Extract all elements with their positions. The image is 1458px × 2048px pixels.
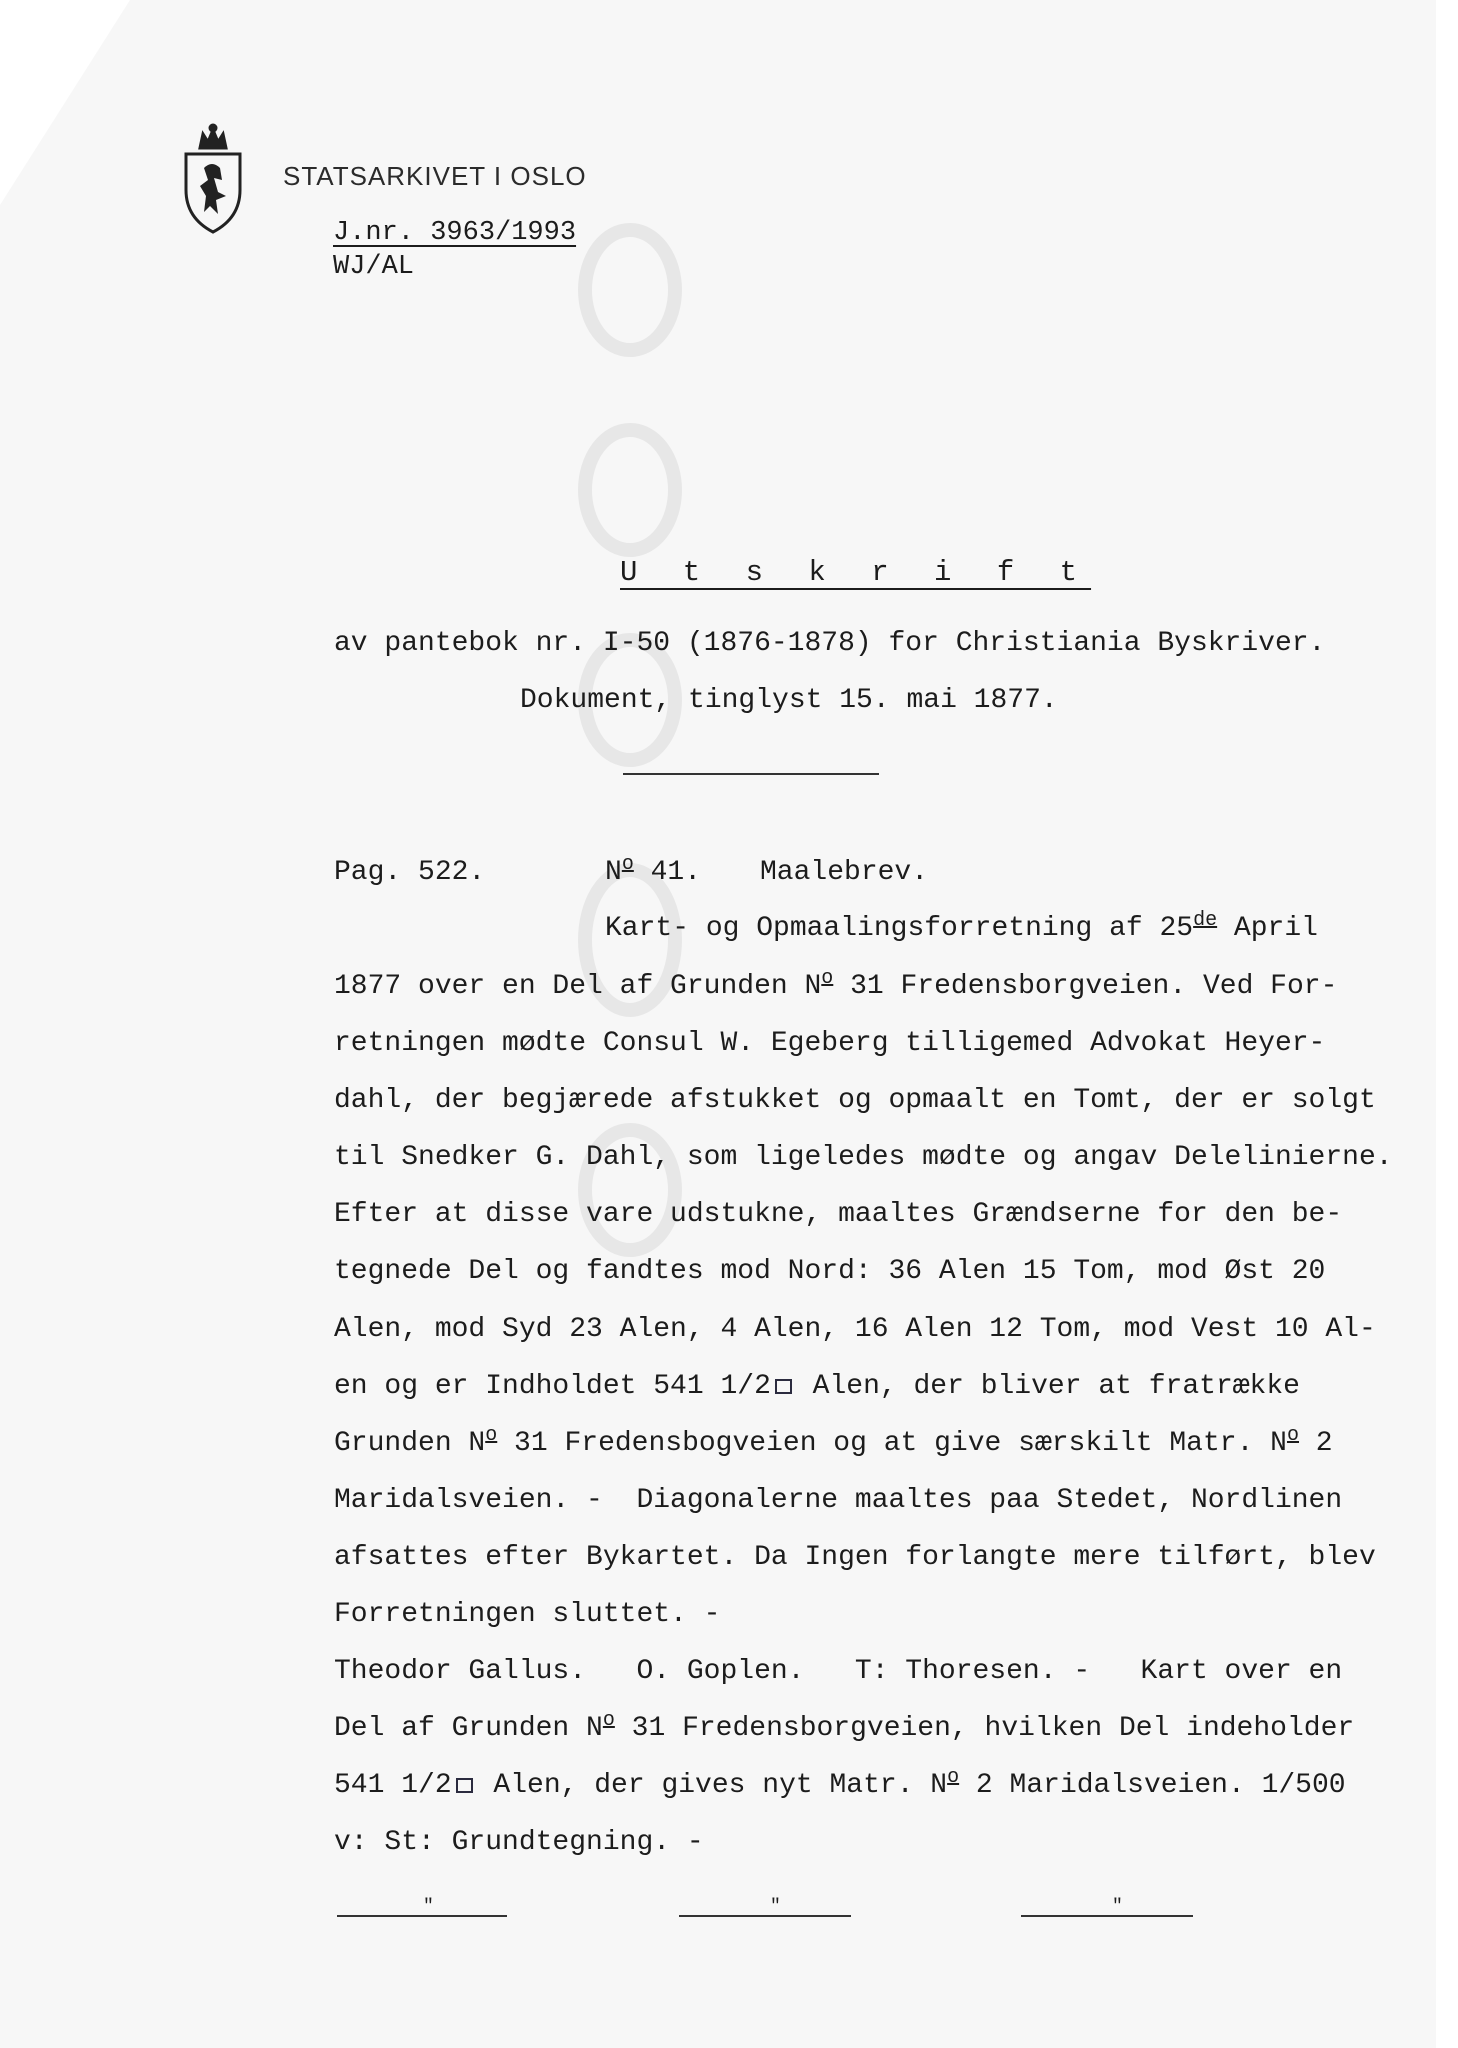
body-line-10c: 2 (1299, 1428, 1333, 1459)
body-line-1-sup: de (1193, 909, 1218, 932)
body-line-16-sup: o (947, 1766, 960, 1789)
entry-page: Pag. 522. (334, 857, 486, 888)
body-line-2-sup: o (821, 967, 834, 990)
body-line-2 (334, 967, 1338, 1004)
coat-of-arms-icon (178, 120, 248, 235)
body-line-16b: Alen, der gives nyt Matr. N (476, 1770, 948, 1801)
body-line-9a: en og er Indholdet 541 1/2 (334, 1371, 771, 1402)
journal-number: J.nr. 3963/1993 (333, 218, 577, 248)
body-line-1a: Kart- og Opmaalingsforretning af 25 (605, 913, 1194, 944)
subtitle-registration: Dokument, tinglyst 15. mai 1877. (520, 685, 1058, 716)
document-title: U t s k r i f t (620, 556, 1092, 589)
body-line-2a: 1877 over en Del af Grunden N (334, 971, 822, 1002)
institution-name: STATSARKIVET I OSLO (283, 161, 587, 191)
ditto-mark-right: " (1112, 1897, 1123, 1917)
body-line-9 (334, 1370, 1300, 1404)
ditto-mark-center: " (770, 1897, 781, 1917)
entry-number-value: 41. (633, 857, 702, 888)
entry-number-prefix: N (605, 857, 622, 888)
body-line-16 (334, 1766, 1346, 1803)
square-unit-icon (456, 1778, 473, 1793)
body-line-1 (605, 909, 1318, 946)
body-line-15a: Del af Grunden N (334, 1713, 603, 1744)
body-line-11: Maridalsveien. - Diagonalerne maaltes paa Stedet, Nordlinen (334, 1485, 1343, 1516)
body-line-9b: Alen, der bliver at fratrække (795, 1371, 1300, 1402)
subtitle-source: av pantebok nr. I-50 (1876-1878) for Christiania Byskriver. (334, 628, 1326, 659)
body-line-12: afsattes efter Bykartet. Da Ingen forlangte mere tilført, blev (334, 1542, 1376, 1573)
body-line-16a: 541 1/2 (334, 1770, 452, 1801)
body-line-14: Theodor Gallus. O. Goplen. T: Thoresen. - Kart over en (334, 1656, 1343, 1687)
ditto-mark-left: " (423, 1897, 434, 1917)
body-line-10b: 31 Fredensbogveien og at give særskilt Matr. N (497, 1428, 1287, 1459)
body-line-10 (334, 1424, 1333, 1461)
footer-rule-right (1021, 1915, 1193, 1917)
body-line-1b: April (1217, 913, 1318, 944)
body-line-17: v: St: Grundtegning. - (334, 1827, 704, 1858)
body-line-5: til Snedker G. Dahl, som ligeledes mødte og angav Delelinierne. (334, 1142, 1393, 1173)
body-line-10-sup2: o (1286, 1424, 1299, 1447)
footer-rule-left (337, 1915, 507, 1917)
square-unit-icon (775, 1379, 792, 1394)
entry-number (605, 853, 702, 890)
initials: WJ/AL (333, 252, 415, 282)
body-line-8: Alen, mod Syd 23 Alen, 4 Alen, 16 Alen 12 Tom, mod Vest 10 Al- (334, 1314, 1376, 1345)
footer-rule-center (679, 1915, 851, 1917)
body-line-10-sup1: o (485, 1424, 498, 1447)
body-line-6: Efter at disse vare udstukne, maaltes Grændserne for den be- (334, 1199, 1343, 1230)
body-line-13: Forretningen sluttet. - (334, 1599, 721, 1630)
body-line-16c: 2 Maridalsveien. 1/500 (959, 1770, 1346, 1801)
entry-doc-type: Maalebrev. (760, 857, 929, 888)
body-line-2b: 31 Fredensborgveien. Ved For- (833, 971, 1338, 1002)
page-edge (1436, 0, 1458, 2048)
entry-number-sup: o (621, 853, 634, 876)
body-line-15b: 31 Fredensborgveien, hvilken Del indeholder (614, 1713, 1355, 1744)
body-line-7: tegnede Del og fandtes mod Nord: 36 Alen 15 Tom, mod Øst 20 (334, 1256, 1326, 1287)
body-line-15 (334, 1709, 1355, 1746)
title-divider (623, 773, 879, 775)
body-line-10a: Grunden N (334, 1428, 486, 1459)
body-line-15-sup: o (602, 1709, 615, 1732)
body-line-3: retningen mødte Consul W. Egeberg tilligemed Advokat Heyer- (334, 1028, 1326, 1059)
body-line-4: dahl, der begjærede afstukket og opmaalt en Tomt, der er solgt (334, 1085, 1376, 1116)
